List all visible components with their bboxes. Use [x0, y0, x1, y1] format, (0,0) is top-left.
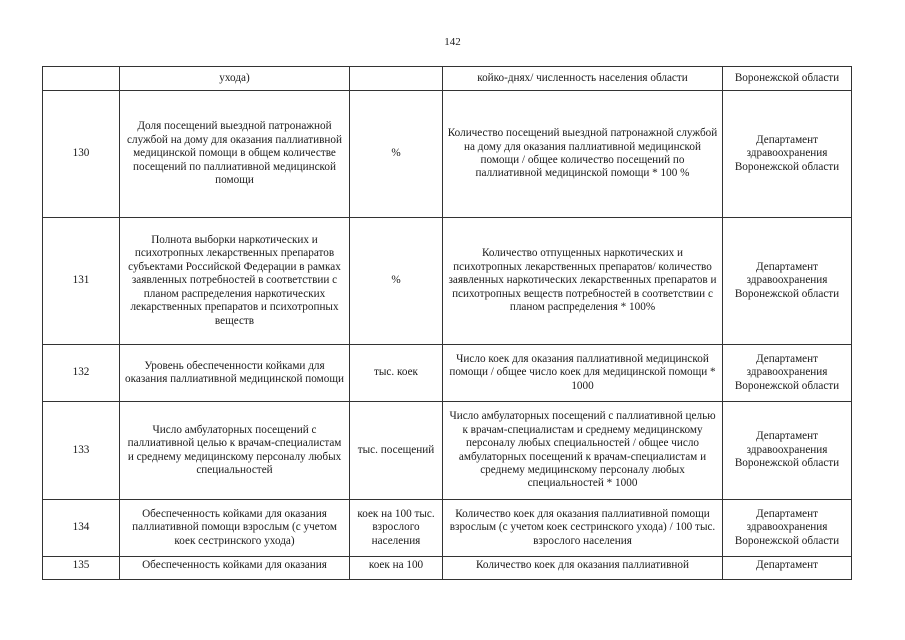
- page-number: 142: [444, 36, 461, 48]
- indicators-table: [42, 66, 852, 580]
- cell-formula: Количество посещений выездной патронажной службой на дому для оказания паллиативной медицинской помощи / общее количество посещений по паллиативной медицинской помощи * 100 %: [443, 91, 723, 218]
- cell-responsible: Департамент: [723, 557, 852, 580]
- cell-name: ухода): [120, 67, 350, 91]
- table-row: [43, 218, 852, 345]
- cell-num: 133: [43, 402, 120, 500]
- cell-unit: коек на 100 тыс. взрослого населения: [350, 500, 443, 557]
- cell-num: 134: [43, 500, 120, 557]
- cell-num: 130: [43, 91, 120, 218]
- cell-unit: %: [350, 91, 443, 218]
- cell-formula: Количество коек для оказания паллиативной: [443, 557, 723, 580]
- cell-name: Обеспеченность койками для оказания: [120, 557, 350, 580]
- cell-num: 131: [43, 218, 120, 345]
- cell-unit: %: [350, 218, 443, 345]
- cell-name: Уровень обеспеченности койками для оказания паллиативной медицинской помощи: [120, 345, 350, 402]
- table-row: [43, 91, 852, 218]
- cell-formula: Количество коек для оказания паллиативной помощи взрослым (с учетом коек сестринского ухода) / 100 тыс. взрослого населения: [443, 500, 723, 557]
- cell-num: [43, 67, 120, 91]
- cell-responsible: Департамент здравоохранения Воронежской области: [723, 500, 852, 557]
- cell-responsible: Департамент здравоохранения Воронежской области: [723, 345, 852, 402]
- cell-unit: коек на 100: [350, 557, 443, 580]
- table-row: [43, 557, 852, 580]
- cell-name: Полнота выборки наркотических и психотропных лекарственных препаратов субъектами Российской Федерации в рамках заявленных потребностей в соответствии с планом распределения наркотических лекарственных препаратов и психотропных веществ: [120, 218, 350, 345]
- cell-unit: тыс. коек: [350, 345, 443, 402]
- cell-unit: [350, 67, 443, 91]
- cell-name: Доля посещений выездной патронажной службой на дому для оказания паллиативной медицинской помощи в общем количестве посещений по паллиативной медицинской помощи: [120, 91, 350, 218]
- cell-unit: тыс. посещений: [350, 402, 443, 500]
- cell-formula: койко-днях/ численность населения области: [443, 67, 723, 91]
- cell-formula: Число коек для оказания паллиативной медицинской помощи / общее число коек для медицинской помощи * 1000: [443, 345, 723, 402]
- table-row: [43, 500, 852, 557]
- cell-responsible: Департамент здравоохранения Воронежской области: [723, 91, 852, 218]
- cell-responsible: Воронежской области: [723, 67, 852, 91]
- cell-name: Число амбулаторных посещений с паллиативной целью к врачам-специалистам и среднему медицинскому персоналу любых специальностей: [120, 402, 350, 500]
- cell-formula: Количество отпущенных наркотических и психотропных лекарственных препаратов/ количество заявленных наркотических лекарственных препаратов и психотропных веществ потребностей в соответствии с планом распределения * 100%: [443, 218, 723, 345]
- table-row: [43, 345, 852, 402]
- table-row-continued: [43, 67, 852, 91]
- cell-num: 135: [43, 557, 120, 580]
- cell-responsible: Департамент здравоохранения Воронежской области: [723, 218, 852, 345]
- cell-formula: Число амбулаторных посещений с паллиативной целью к врачам-специалистам и среднему медицинскому персоналу любых специальностей / общее число амбулаторных посещений к врачам-специалистам и среднему медицинскому персоналу любых специальностей * 1000: [443, 402, 723, 500]
- cell-responsible: Департамент здравоохранения Воронежской области: [723, 402, 852, 500]
- table-row: [43, 402, 852, 500]
- cell-name: Обеспеченность койками для оказания паллиативной помощи взрослым (с учетом коек сестринского ухода): [120, 500, 350, 557]
- cell-num: 132: [43, 345, 120, 402]
